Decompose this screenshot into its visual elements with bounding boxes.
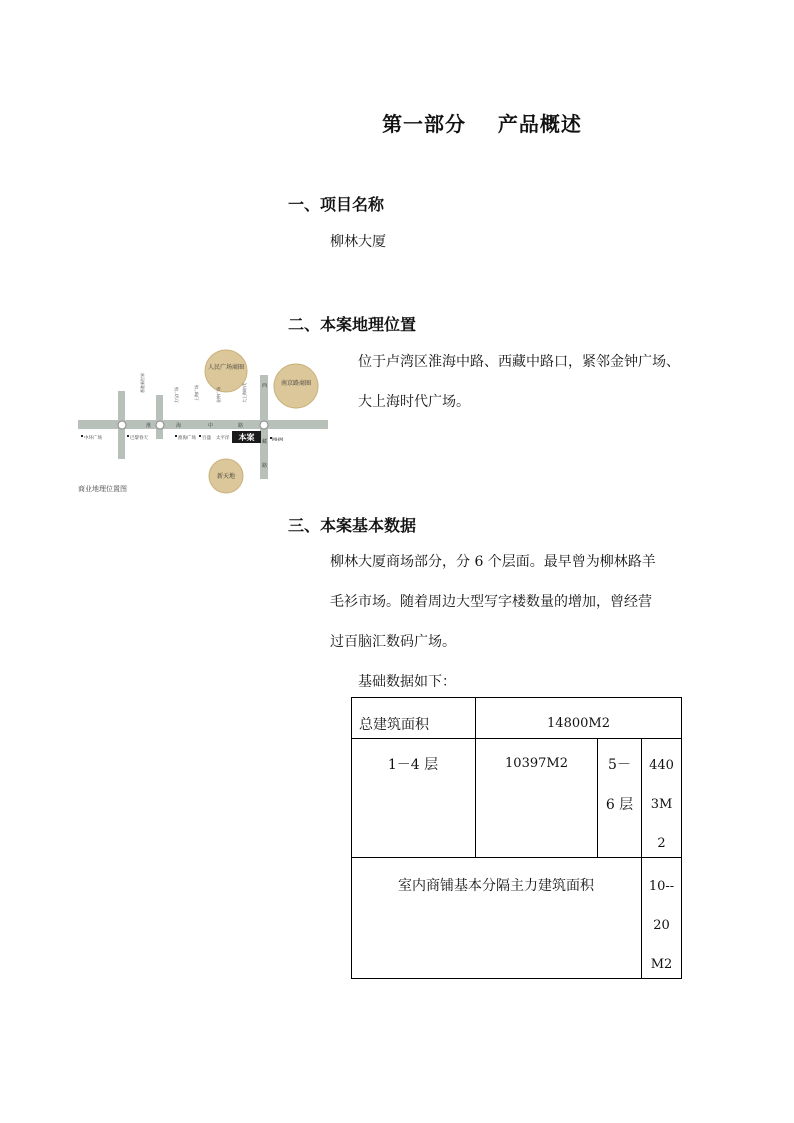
cell-floors-1-4: 1－4 层 <box>387 757 439 773</box>
map-circle-label: 人民广场商圈 <box>207 364 245 371</box>
project-name: 柳林大厦 <box>330 234 386 250</box>
map-poi: 百盛 <box>202 436 211 441</box>
map-poi: 中环广场 <box>84 436 102 441</box>
section1-heading: 一、项目名称 <box>288 195 385 214</box>
svg-text:西: 西 <box>262 383 268 389</box>
basic-data-table <box>351 697 682 979</box>
cell-floors-5-6: 5－ 6 层 <box>605 757 634 813</box>
cell-floors-5-6-area: 440 3M 2 <box>649 758 674 851</box>
svg-text:路: 路 <box>238 423 244 429</box>
location-line1: 位于卢湾区淮海中路、西藏中路口，紧邻金钟广场、 <box>358 354 680 370</box>
project-marker-label: 本案 <box>238 433 255 442</box>
map-poi: 太平洋 <box>216 436 230 441</box>
section3-heading: 三、本案基本数据 <box>288 516 417 535</box>
cell-main-unit-label: 室内商铺基本分隔主力建筑面积 <box>398 878 594 894</box>
map-poi: 金钟广场 <box>216 387 221 403</box>
location-map <box>74 345 334 495</box>
section2-heading: 二、本案地理位置 <box>288 315 417 334</box>
svg-text:海: 海 <box>176 423 182 429</box>
map-road-main <box>78 420 328 429</box>
map-circle-label: 南京路商圈 <box>280 380 312 387</box>
map-circle-people-square <box>205 350 247 392</box>
location-line2: 大上海时代广场。 <box>358 394 470 410</box>
map-poi: MHM <box>272 438 284 443</box>
map-poi: 力宝广场 <box>174 387 179 403</box>
map-road <box>156 395 163 439</box>
map-poi: 淮海广场 <box>178 436 196 441</box>
svg-text:中: 中 <box>208 423 214 429</box>
map-circle-label: 新天地 <box>216 473 236 480</box>
svg-text:藏: 藏 <box>262 439 268 445</box>
cell-main-unit-value: 10-- 20 M2 <box>648 879 675 972</box>
page-title: 第一部分 产品概述 <box>382 112 582 136</box>
cell-floors-1-4-area: 10397M2 <box>505 756 568 771</box>
cell-total-area-label: 总建筑面积 <box>359 717 429 733</box>
table-intro: 基础数据如下： <box>358 674 456 690</box>
cell-total-area-value: 14800M2 <box>547 716 610 731</box>
map-poi: 香港新世界 <box>140 373 145 393</box>
para-line2: 毛衫市场。随着周边大型写字楼数量的增加，曾经营 <box>330 594 652 610</box>
para-line3: 过百脑汇数码广场。 <box>330 634 456 650</box>
para-line1: 柳林大厦商场部分，分 6 个层面。最早曾为柳林路羊 <box>330 554 656 570</box>
svg-text:淮: 淮 <box>146 423 152 429</box>
map-poi: 巴黎春天 <box>130 436 148 441</box>
map-poi: 上海广场 <box>194 385 199 401</box>
svg-text:路: 路 <box>262 463 268 469</box>
map-poi: 大上海时代 <box>242 383 247 403</box>
map-caption: 商业地理位置图 <box>78 485 127 493</box>
